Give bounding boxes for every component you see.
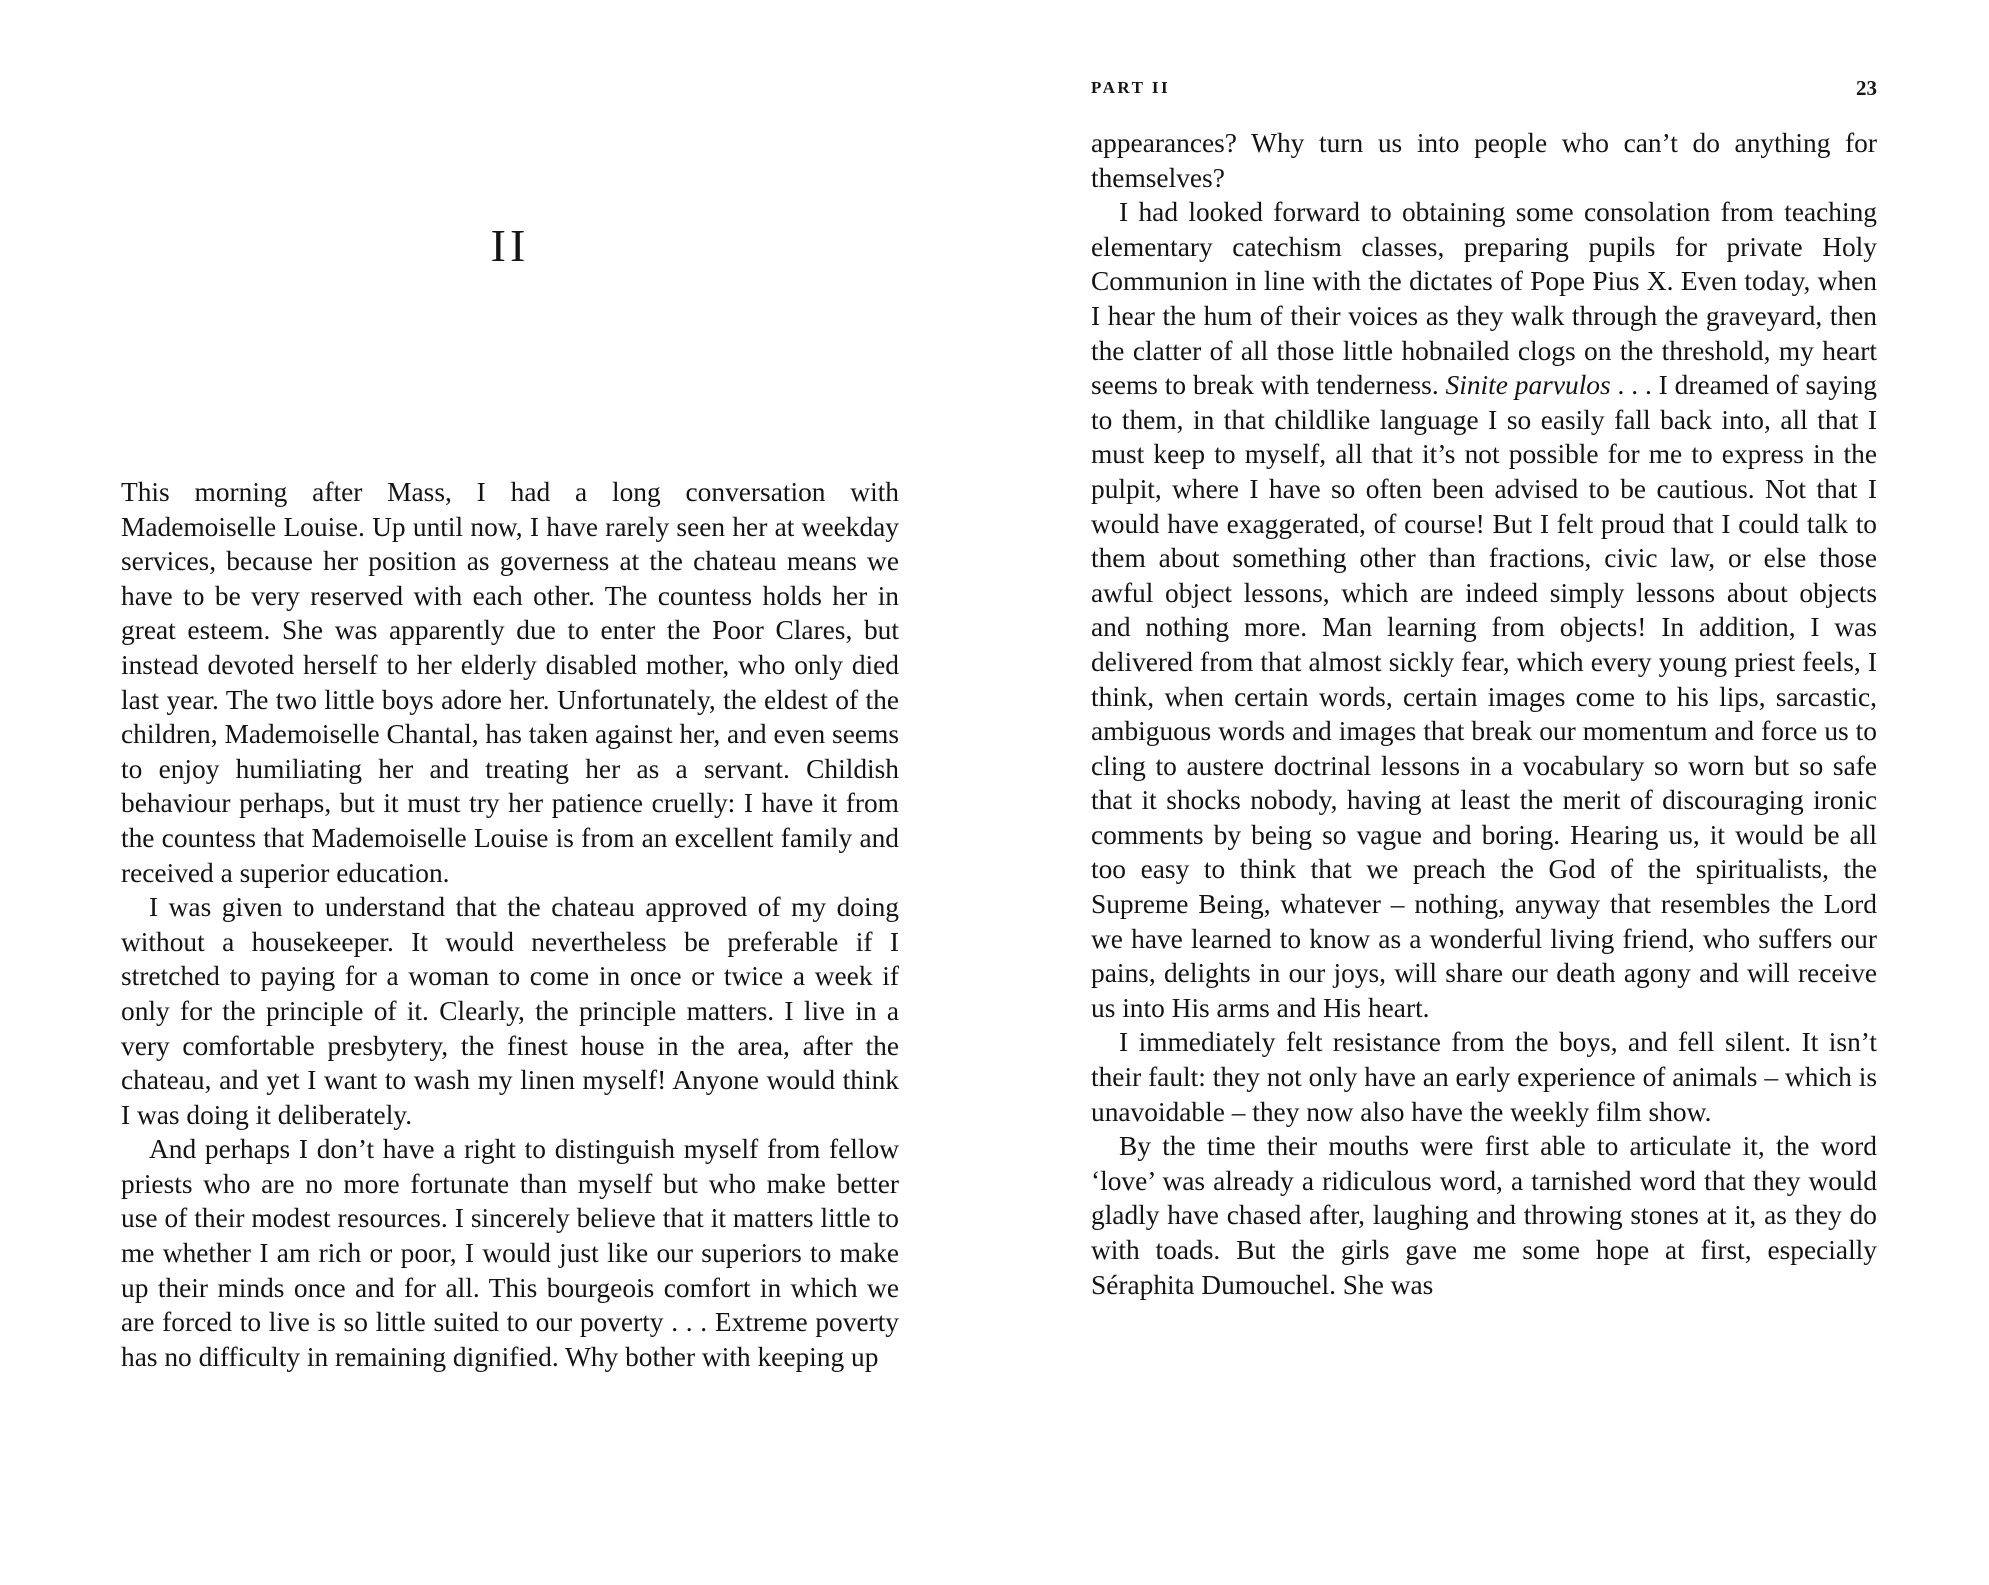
right-page <box>995 0 1989 1585</box>
chapter-heading: II <box>490 220 530 271</box>
latin-phrase: Sinite parvulos <box>1445 370 1611 401</box>
right-paragraph-2-start: I had looked forward to obtaining some consolation from teaching elementary catechism classes, preparing pupils for private Holy Communion in line with the dictates of Pope Pius X. Even today, when I hear the hum of their voices as they walk through the graveyard, then the clatter of all those little hobnailed clogs on the threshold, my heart seems to break with tenderness. <box>1091 197 1877 401</box>
right-paragraph-2 <box>1091 195 1877 1025</box>
right-paragraph-1: appearances? Why turn us into people who can’t do anything for themselves? <box>1091 128 1877 193</box>
right-paragraph-4: By the time their mouths were first able to articulate it, the word ‘love’ was already a ridiculous word, a tarnished word that they would gladly have chased after, laughing and throwing stones at it, as they do with toads. But the girls gave me some hope at first, especially Séraphita Dumouchel. She was <box>1091 1131 1877 1300</box>
left-paragraph-2: I was given to understand that the chateau approved of my doing without a housekeeper. It would nevertheless be preferable if I stretched to paying for a woman to come in once or twice a week if only for the principle of it. Clearly, the principle matters. I live in a very comfortable presbytery, the finest house in the area, after the chateau, and yet I want to wash my linen myself! Anyone would think I was doing it deliberately. <box>121 892 899 1130</box>
right-paragraph-3: I immediately felt resistance from the boys, and fell silent. It isn’t their fault: they not only have an early experience of animals – which is unavoidable – they now also have the weekly film show. <box>1091 1027 1877 1127</box>
left-paragraph-3: And perhaps I don’t have a right to distinguish myself from fellow priests who are no more fortunate than myself but who make better use of their modest resources. I sincerely believe that it matters little to me whether I am rich or poor, I would just like our superiors to make up their minds once and for all. This bourgeois comfort in which we are forced to live is so little suited to our poverty . . . Extreme poverty has no difficulty in remaining dignified. Why bother with keeping up <box>121 1134 899 1372</box>
running-head: PART II <box>1091 78 1171 97</box>
right-page-text <box>1091 126 1877 1302</box>
page-number: 23 <box>1856 76 1877 100</box>
right-paragraph-2-end: . . . I dreamed of saying to them, in that childlike language I so easily fall back into, all that I must keep to myself, all that it’s not possible for me to express in the pulpit, where I have so often been advised to be cautious. Not that I would have exaggerated, of course! But I felt proud that I could talk to them about something other than fractions, civic law, or else those awful object lessons, which are indeed simply lessons about objects and nothing more. Man learning from objects! In addition, I was delivered from that almost sickly fear, which every young priest feels, I think, when certain words, certain images come to his lips, sarcastic, ambiguous words and images that break our momentum and force us to cling to austere doctrinal lessons in a vocabulary so worn but so safe that it shocks nobody, having at least the merit of discouraging ironic comments by being so vague and boring. Hearing us, it would be all too easy to think that we preach the God of the spiritualists, the Supreme Being, whatever – nothing, anyway that resembles the Lord we have learned to know as a wonderful living friend, who suffers our pains, delights in our joys, will share our death agony and will receive us into His arms and His heart. <box>1091 370 1877 1023</box>
left-page-text <box>121 475 899 1374</box>
left-paragraph-1: This morning after Mass, I had a long conversation with Mademoiselle Louise. Up until now, I have rarely seen her at weekday services, because her position as governess at the chateau means we have to be very reserved with each other. The countess holds her in great esteem. She was apparently due to enter the Poor Clares, but instead devoted herself to her elderly disabled mother, who only died last year. The two little boys adore her. Unfortunately, the eldest of the children, Mademoiselle Chantal, has taken against her, and even seems to enjoy humiliating her and treating her as a servant. Childish behaviour perhaps, but it must try her patience cruelly: I have it from the countess that Mademoiselle Louise is from an excellent family and received a superior education. <box>121 477 899 888</box>
